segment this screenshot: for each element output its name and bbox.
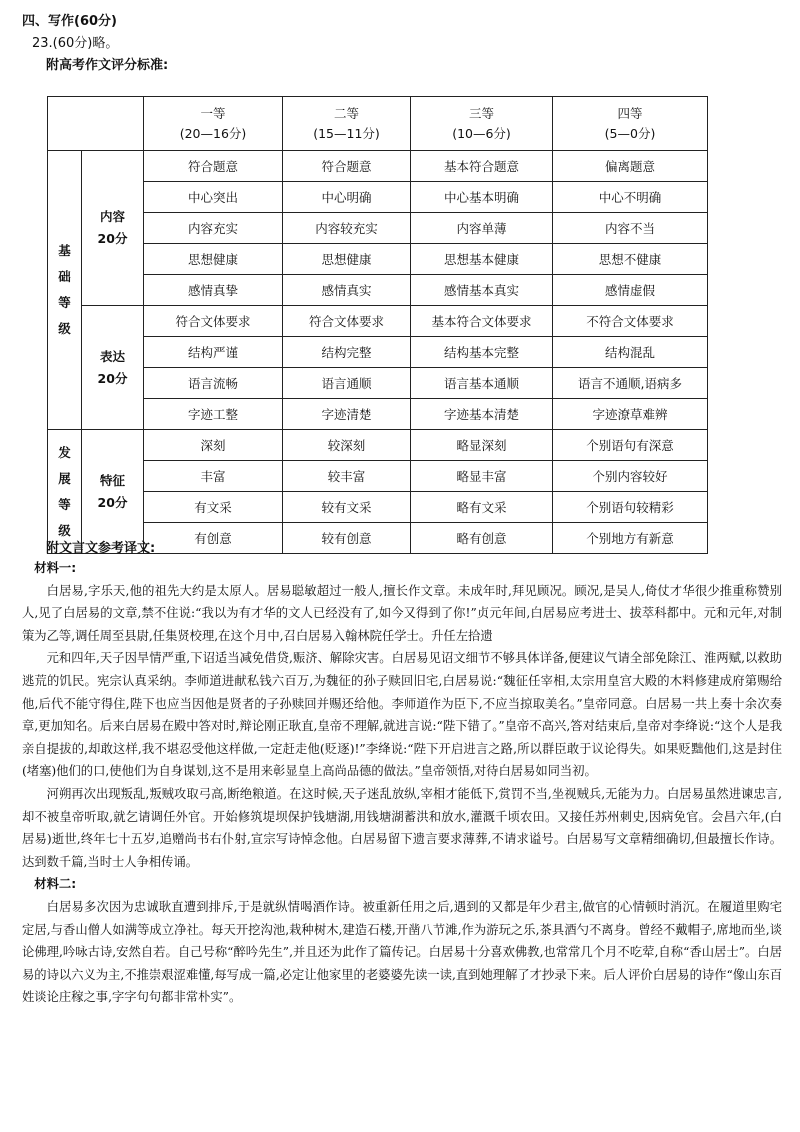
table-cell: 内容不当 <box>553 213 708 244</box>
paragraph: 白居易多次因为忠诚耿直遭到排斥,于是就纵情喝酒作诗。被重新任用之后,遇到的又都是年少君主,做官的心情顿时消沉。在履道里购宅定居,与香山僧人如满等成立净社。每天开挖沟池,栽种树木,建造石楼,开凿八节滩,作为游玩之乐,茶具酒勺不离身。曾经不戴帽子,席地而坐,谈论佛理,吟咏古诗,安然自若。自己号称“醉吟先生”,并且还为此作了篇传记。白居易十分喜欢佛教,也常常几个月不吃荤,自称“香山居士”。白居易的诗以六义为主,不推崇艰涩难懂,每写成一篇,必定让他家里的老婆婆先读一读,直到她理解了才抄录下来。后人评价白居易的诗作“像山东百姓谈论庄稼之事,字字句句都非常朴实”。 <box>22 899 782 1005</box>
table-row <box>48 275 708 306</box>
table-cell: 内容充实 <box>144 213 283 244</box>
table-row <box>48 399 708 430</box>
table-cell: 感情基本真实 <box>411 275 553 306</box>
table-cell: 字迹清楚 <box>283 399 411 430</box>
table-cell: 基本符合题意 <box>411 151 553 182</box>
table-cell: 中心不明确 <box>553 182 708 213</box>
table-cell: 个别语句有深意 <box>553 430 708 461</box>
table-cell: 内容较充实 <box>283 213 411 244</box>
table-cell: 个别内容较好 <box>553 461 708 492</box>
table-cell: 丰富 <box>144 461 283 492</box>
grade-header: 三等 (10—6分) <box>411 97 553 151</box>
table-cell: 字迹潦草难辨 <box>553 399 708 430</box>
table-cell: 较有文采 <box>283 492 411 523</box>
table-cell: 略有创意 <box>411 523 553 554</box>
translation-text <box>22 557 782 1009</box>
table-cell: 结构基本完整 <box>411 337 553 368</box>
table-cell: 有创意 <box>144 523 283 554</box>
table-row <box>48 337 708 368</box>
table-cell: 内容单薄 <box>411 213 553 244</box>
table-cell: 思想基本健康 <box>411 244 553 275</box>
table-cell: 较深刻 <box>283 430 411 461</box>
grade-header-row <box>48 97 708 151</box>
grade-header: 四等 (5—0分) <box>553 97 708 151</box>
basic-level-label: 基 础 等 级 <box>48 151 82 430</box>
table-cell: 思想健康 <box>283 244 411 275</box>
section-title: 四、写作(60分) <box>22 14 117 29</box>
table-row <box>48 151 708 182</box>
table-cell: 结构完整 <box>283 337 411 368</box>
table-cell: 结构混乱 <box>553 337 708 368</box>
table-row <box>48 492 708 523</box>
table-row <box>48 306 708 337</box>
expression-label: 表达 20分 <box>82 306 144 430</box>
table-cell: 中心基本明确 <box>411 182 553 213</box>
table-cell: 符合题意 <box>144 151 283 182</box>
table-cell: 符合题意 <box>283 151 411 182</box>
table-cell: 思想不健康 <box>553 244 708 275</box>
table-cell: 较丰富 <box>283 461 411 492</box>
table-row <box>48 368 708 399</box>
table-cell: 符合文体要求 <box>283 306 411 337</box>
table-cell: 思想健康 <box>144 244 283 275</box>
table-cell: 不符合文体要求 <box>553 306 708 337</box>
paragraph: 河朔再次出现叛乱,叛贼攻取弓高,断绝粮道。在这时候,天子迷乱放纵,宰相才能低下,赏罚不当,坐视贼兵,无能为力。白居易虽然进谏忠言,却不被皇帝听取,就乞请调任外官。开始修筑堤坝保护钱塘湖,用钱塘湖蓄洪和放水,灌溉千顷农田。又接任苏州刺史,因病免官。会昌六年,(白居易)逝世,终年七十五岁,追赠尚书右仆射,宣宗写诗悼念他。白居易留下遗言要求薄葬,不请求谥号。白居易写文章精细确切,但最擅长作诗。达到数千篇,当时士人争相传诵。 <box>22 786 782 869</box>
table-cell: 略显深刻 <box>411 430 553 461</box>
rubric-title: 附高考作文评分标准: <box>46 58 169 73</box>
table-cell: 个别语句较精彩 <box>553 492 708 523</box>
material2-label: 材料二: <box>34 877 77 892</box>
grade-header: 一等 (20—16分) <box>144 97 283 151</box>
table-row <box>48 213 708 244</box>
table-cell: 语言基本通顺 <box>411 368 553 399</box>
table-cell: 语言不通顺,语病多 <box>553 368 708 399</box>
table-cell: 较有创意 <box>283 523 411 554</box>
table-cell: 偏离题意 <box>553 151 708 182</box>
table-cell: 感情虚假 <box>553 275 708 306</box>
table-cell: 感情真实 <box>283 275 411 306</box>
grade-header: 二等 (15—11分) <box>283 97 411 151</box>
table-cell: 基本符合文体要求 <box>411 306 553 337</box>
material1-label: 材料一: <box>34 561 77 575</box>
development-level-label: 发 展 等 级 <box>48 430 82 554</box>
translation-title: 附文言文参考译文: <box>46 541 156 556</box>
table-cell: 结构严谨 <box>144 337 283 368</box>
table-row <box>48 461 708 492</box>
table-cell: 有文采 <box>144 492 283 523</box>
table-cell: 深刻 <box>144 430 283 461</box>
essay-grading-table <box>47 96 708 554</box>
table-cell: 中心明确 <box>283 182 411 213</box>
table-cell: 感情真挚 <box>144 275 283 306</box>
question-23: 23.(60分)略。 <box>32 36 119 51</box>
table-cell: 略有文采 <box>411 492 553 523</box>
table-cell: 略显丰富 <box>411 461 553 492</box>
table-cell: 中心突出 <box>144 182 283 213</box>
table-cell: 符合文体要求 <box>144 306 283 337</box>
table-cell: 语言通顺 <box>283 368 411 399</box>
table-cell: 字迹基本清楚 <box>411 399 553 430</box>
paragraph: 元和四年,天子因旱情严重,下诏适当减免借贷,赈济、解除灾害。白居易见诏文细节不够具体详备,便建议气请全部免除江、淮两赋,以救助逃荒的饥民。宪宗认真采纳。李师道进献私钱六百万,为魏征的孙子赎回旧宅,白居易说:“魏征任宰相,太宗用皇宫大殿的木料修建成府第赐给他,后代不能守得住,陛下也应当因他是贤者的子孙赎回并赐还给他。李师道作为臣下,不应当掠取美名。”皇帝同意。白居易一共上奏十余次奏章,更加知名。后来白居易在殿中答对时,辩论刚正耿直,皇帝不理解,就进言说:“陛下错了。”皇帝不高兴,答对结束后,皇帝对李绛说:“这个人是我亲自提拔的,却敢这样,我不堪忍受他这样做,一定赶走他(贬逐)!”李绛说:“陛下开启进言之路,所以群臣敢于议论得失。如果贬黜他们,这是封住(堵塞)他们的口,使他们为自身谋划,这不是用来彰显皇上高尚品德的做法。”皇帝领悟,对待白居易如同当初。 <box>22 651 782 779</box>
table-cell: 语言流畅 <box>144 368 283 399</box>
table-cell: 个别地方有新意 <box>553 523 708 554</box>
corner-cell <box>48 97 144 151</box>
table-row <box>48 244 708 275</box>
table-cell: 字迹工整 <box>144 399 283 430</box>
content-label: 内容 20分 <box>82 151 144 306</box>
feature-label: 特征 20分 <box>82 430 144 554</box>
table-row <box>48 430 708 461</box>
paragraph: 白居易,字乐天,他的祖先大约是太原人。居易聪敏超过一般人,擅长作文章。未成年时,拜见顾况。顾况,是吴人,倚仗才华很少推重称赞别人,见了白居易的文章,禁不住说:“我以为有才华的文人已经没有了,如今又得到了你!”贞元年间,白居易应考进士、拔萃科都中。元和元年,对制策为乙等,调任周至县尉,任集贤校理,在这个月中,召白居易入翰林院任学士。升任左拾遗 <box>22 583 782 643</box>
table-row <box>48 182 708 213</box>
